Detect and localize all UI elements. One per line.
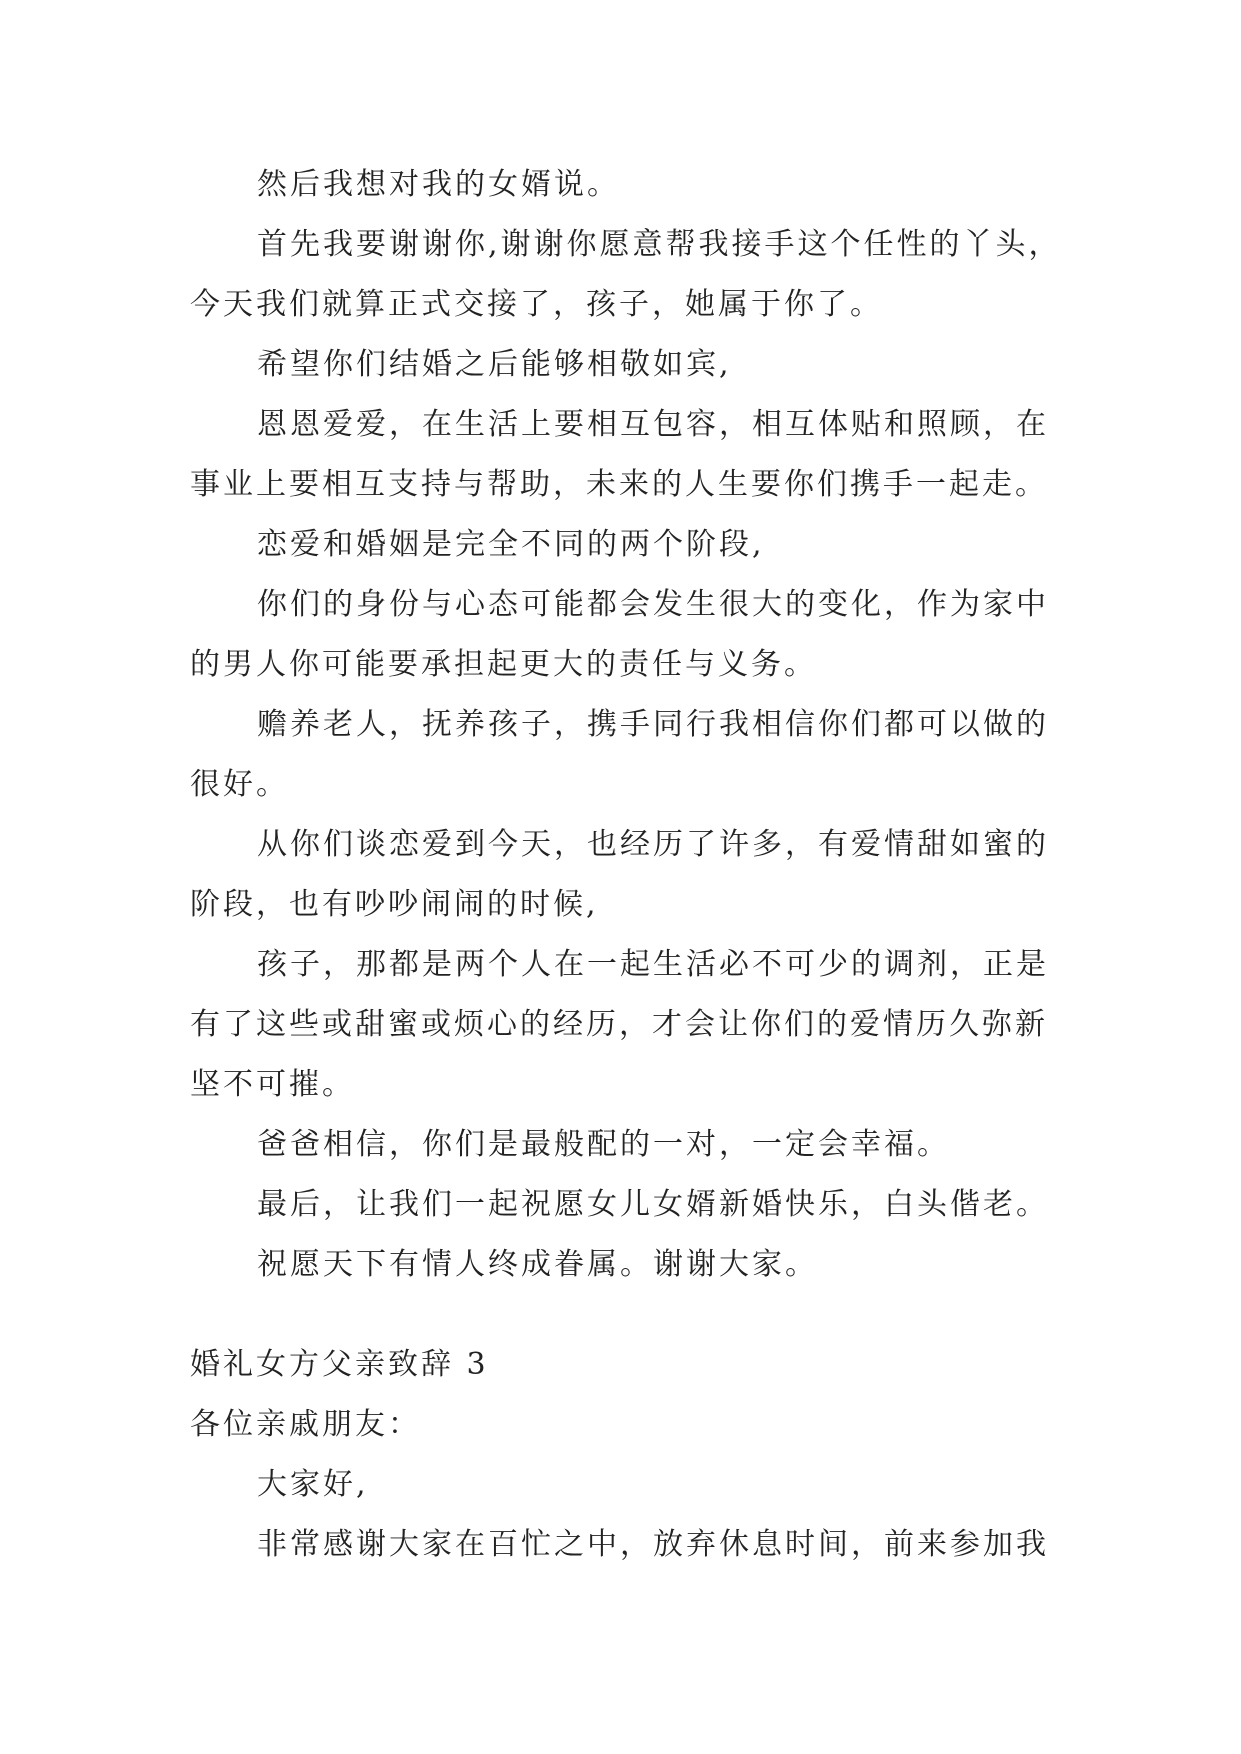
paragraph-line: 有了这些或甜蜜或烦心的经历，才会让你们的爱情历久弥新 bbox=[190, 1007, 1048, 1042]
section-heading: 婚礼女方父亲致辞 3 bbox=[190, 1347, 489, 1382]
paragraph-line: 你们的身份与心态可能都会发生很大的变化，作为家中 bbox=[257, 587, 1049, 622]
paragraph-line: 赡养老人，抚养孩子，携手同行我相信你们都可以做的 bbox=[257, 707, 1049, 742]
paragraph-line: 从你们谈恋爱到今天，也经历了许多，有爱情甜如蜜的 bbox=[257, 827, 1049, 862]
paragraph-line: 首先我要谢谢你,谢谢你愿意帮我接手这个任性的丫头， bbox=[257, 227, 1062, 262]
paragraph-line: 阶段，也有吵吵闹闹的时候, bbox=[190, 887, 599, 922]
paragraph-line: 事业上要相互支持与帮助，未来的人生要你们携手一起走。 bbox=[190, 467, 1048, 502]
paragraph-line: 爸爸相信，你们是最般配的一对，一定会幸福。 bbox=[257, 1127, 950, 1162]
paragraph-line: 希望你们结婚之后能够相敬如宾, bbox=[257, 347, 732, 382]
paragraph-line: 最后，让我们一起祝愿女儿女婿新婚快乐，白头偕老。 bbox=[257, 1187, 1049, 1222]
paragraph-line: 孩子，那都是两个人在一起生活必不可少的调剂，正是 bbox=[257, 947, 1049, 982]
paragraph-line: 祝愿天下有情人终成眷属。谢谢大家。 bbox=[257, 1247, 818, 1282]
paragraph-line: 今天我们就算正式交接了，孩子，她属于你了。 bbox=[190, 287, 883, 322]
paragraph-line: 非常感谢大家在百忙之中，放弃休息时间，前来参加我 bbox=[257, 1527, 1049, 1562]
salutation: 各位亲戚朋友： bbox=[190, 1407, 421, 1442]
paragraph-line: 然后我想对我的女婿说。 bbox=[257, 167, 620, 202]
paragraph-line: 大家好, bbox=[257, 1467, 369, 1502]
paragraph-line: 坚不可摧。 bbox=[190, 1067, 355, 1102]
paragraph-line: 恋爱和婚姻是完全不同的两个阶段, bbox=[257, 527, 765, 562]
paragraph-line: 恩恩爱爱，在生活上要相互包容，相互体贴和照顾，在 bbox=[257, 407, 1049, 442]
paragraph-line: 很好。 bbox=[190, 767, 289, 802]
paragraph-line: 的男人你可能要承担起更大的责任与义务。 bbox=[190, 647, 817, 682]
